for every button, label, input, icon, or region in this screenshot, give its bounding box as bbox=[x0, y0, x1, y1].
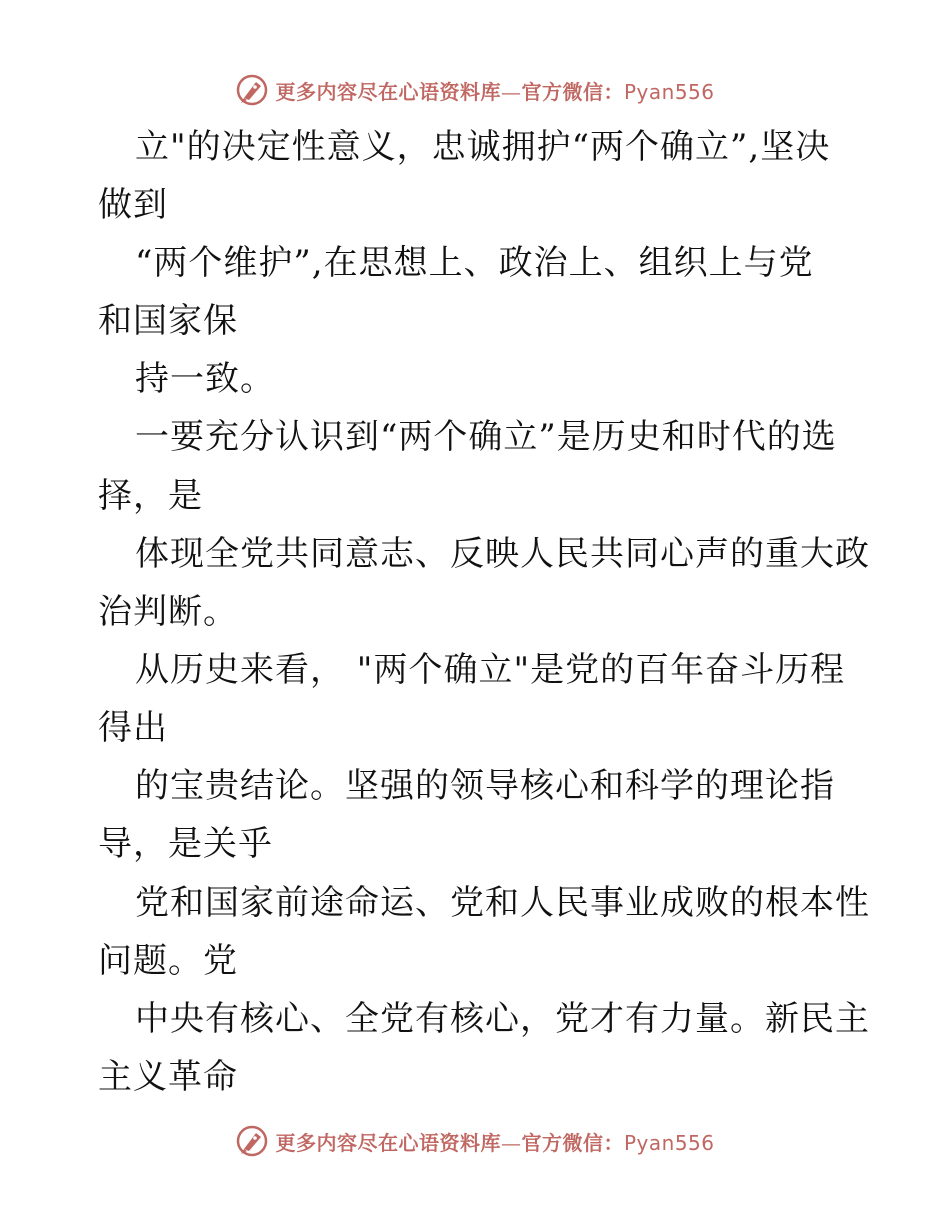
watermark-official: 官方微信： bbox=[521, 79, 624, 104]
text-line: 从历史来看， "两个确立"是党的百年奋斗历程 bbox=[135, 650, 846, 690]
watermark-brand: 更多内容尽在心语资料库 bbox=[275, 1130, 501, 1155]
text-line: 体现全党共同意志、反映人民共同心声的重大政 bbox=[135, 534, 870, 574]
watermark-official: 官方微信： bbox=[521, 1130, 624, 1155]
text-line: 立"的决定性意义，忠诚拥护“两个确立”,坚决 bbox=[135, 127, 831, 167]
text-line: 党和国家前途命运、党和人民事业成败的根本性 bbox=[135, 883, 870, 923]
watermark-separator: — bbox=[500, 1130, 522, 1155]
text-line: 主义革命 bbox=[98, 1057, 238, 1097]
text-line: 持一致。 bbox=[135, 359, 275, 399]
text-line: 治判断。 bbox=[98, 592, 238, 632]
pen-nib-logo-icon bbox=[235, 1124, 269, 1158]
text-line: 导，是关乎 bbox=[98, 824, 273, 864]
watermark-text bbox=[275, 76, 714, 105]
watermark-brand: 更多内容尽在心语资料库 bbox=[275, 79, 501, 104]
footer-watermark bbox=[0, 1121, 950, 1161]
watermark-text bbox=[275, 1127, 714, 1156]
text-line: 的宝贵结论。坚强的领导核心和科学的理论指 bbox=[135, 766, 835, 806]
text-line: 做到 bbox=[98, 185, 168, 225]
text-line: 得出 bbox=[98, 708, 168, 748]
text-line: “两个维护”,在思想上、政治上、组织上与党 bbox=[135, 243, 814, 283]
watermark-account: Pyan556 bbox=[623, 79, 715, 104]
text-line: 择，是 bbox=[98, 476, 203, 516]
watermark-separator: — bbox=[500, 79, 522, 104]
watermark-account: Pyan556 bbox=[623, 1130, 715, 1155]
text-line: 中央有核心、全党有核心，党才有力量。新民主 bbox=[135, 999, 870, 1039]
pen-nib-logo-icon bbox=[235, 73, 269, 107]
text-line: 一要充分认识到“两个确立”是历史和时代的选 bbox=[135, 417, 837, 457]
header-watermark bbox=[0, 70, 950, 110]
text-line: 问题。党 bbox=[98, 941, 238, 981]
text-line: 和国家保 bbox=[98, 301, 238, 341]
